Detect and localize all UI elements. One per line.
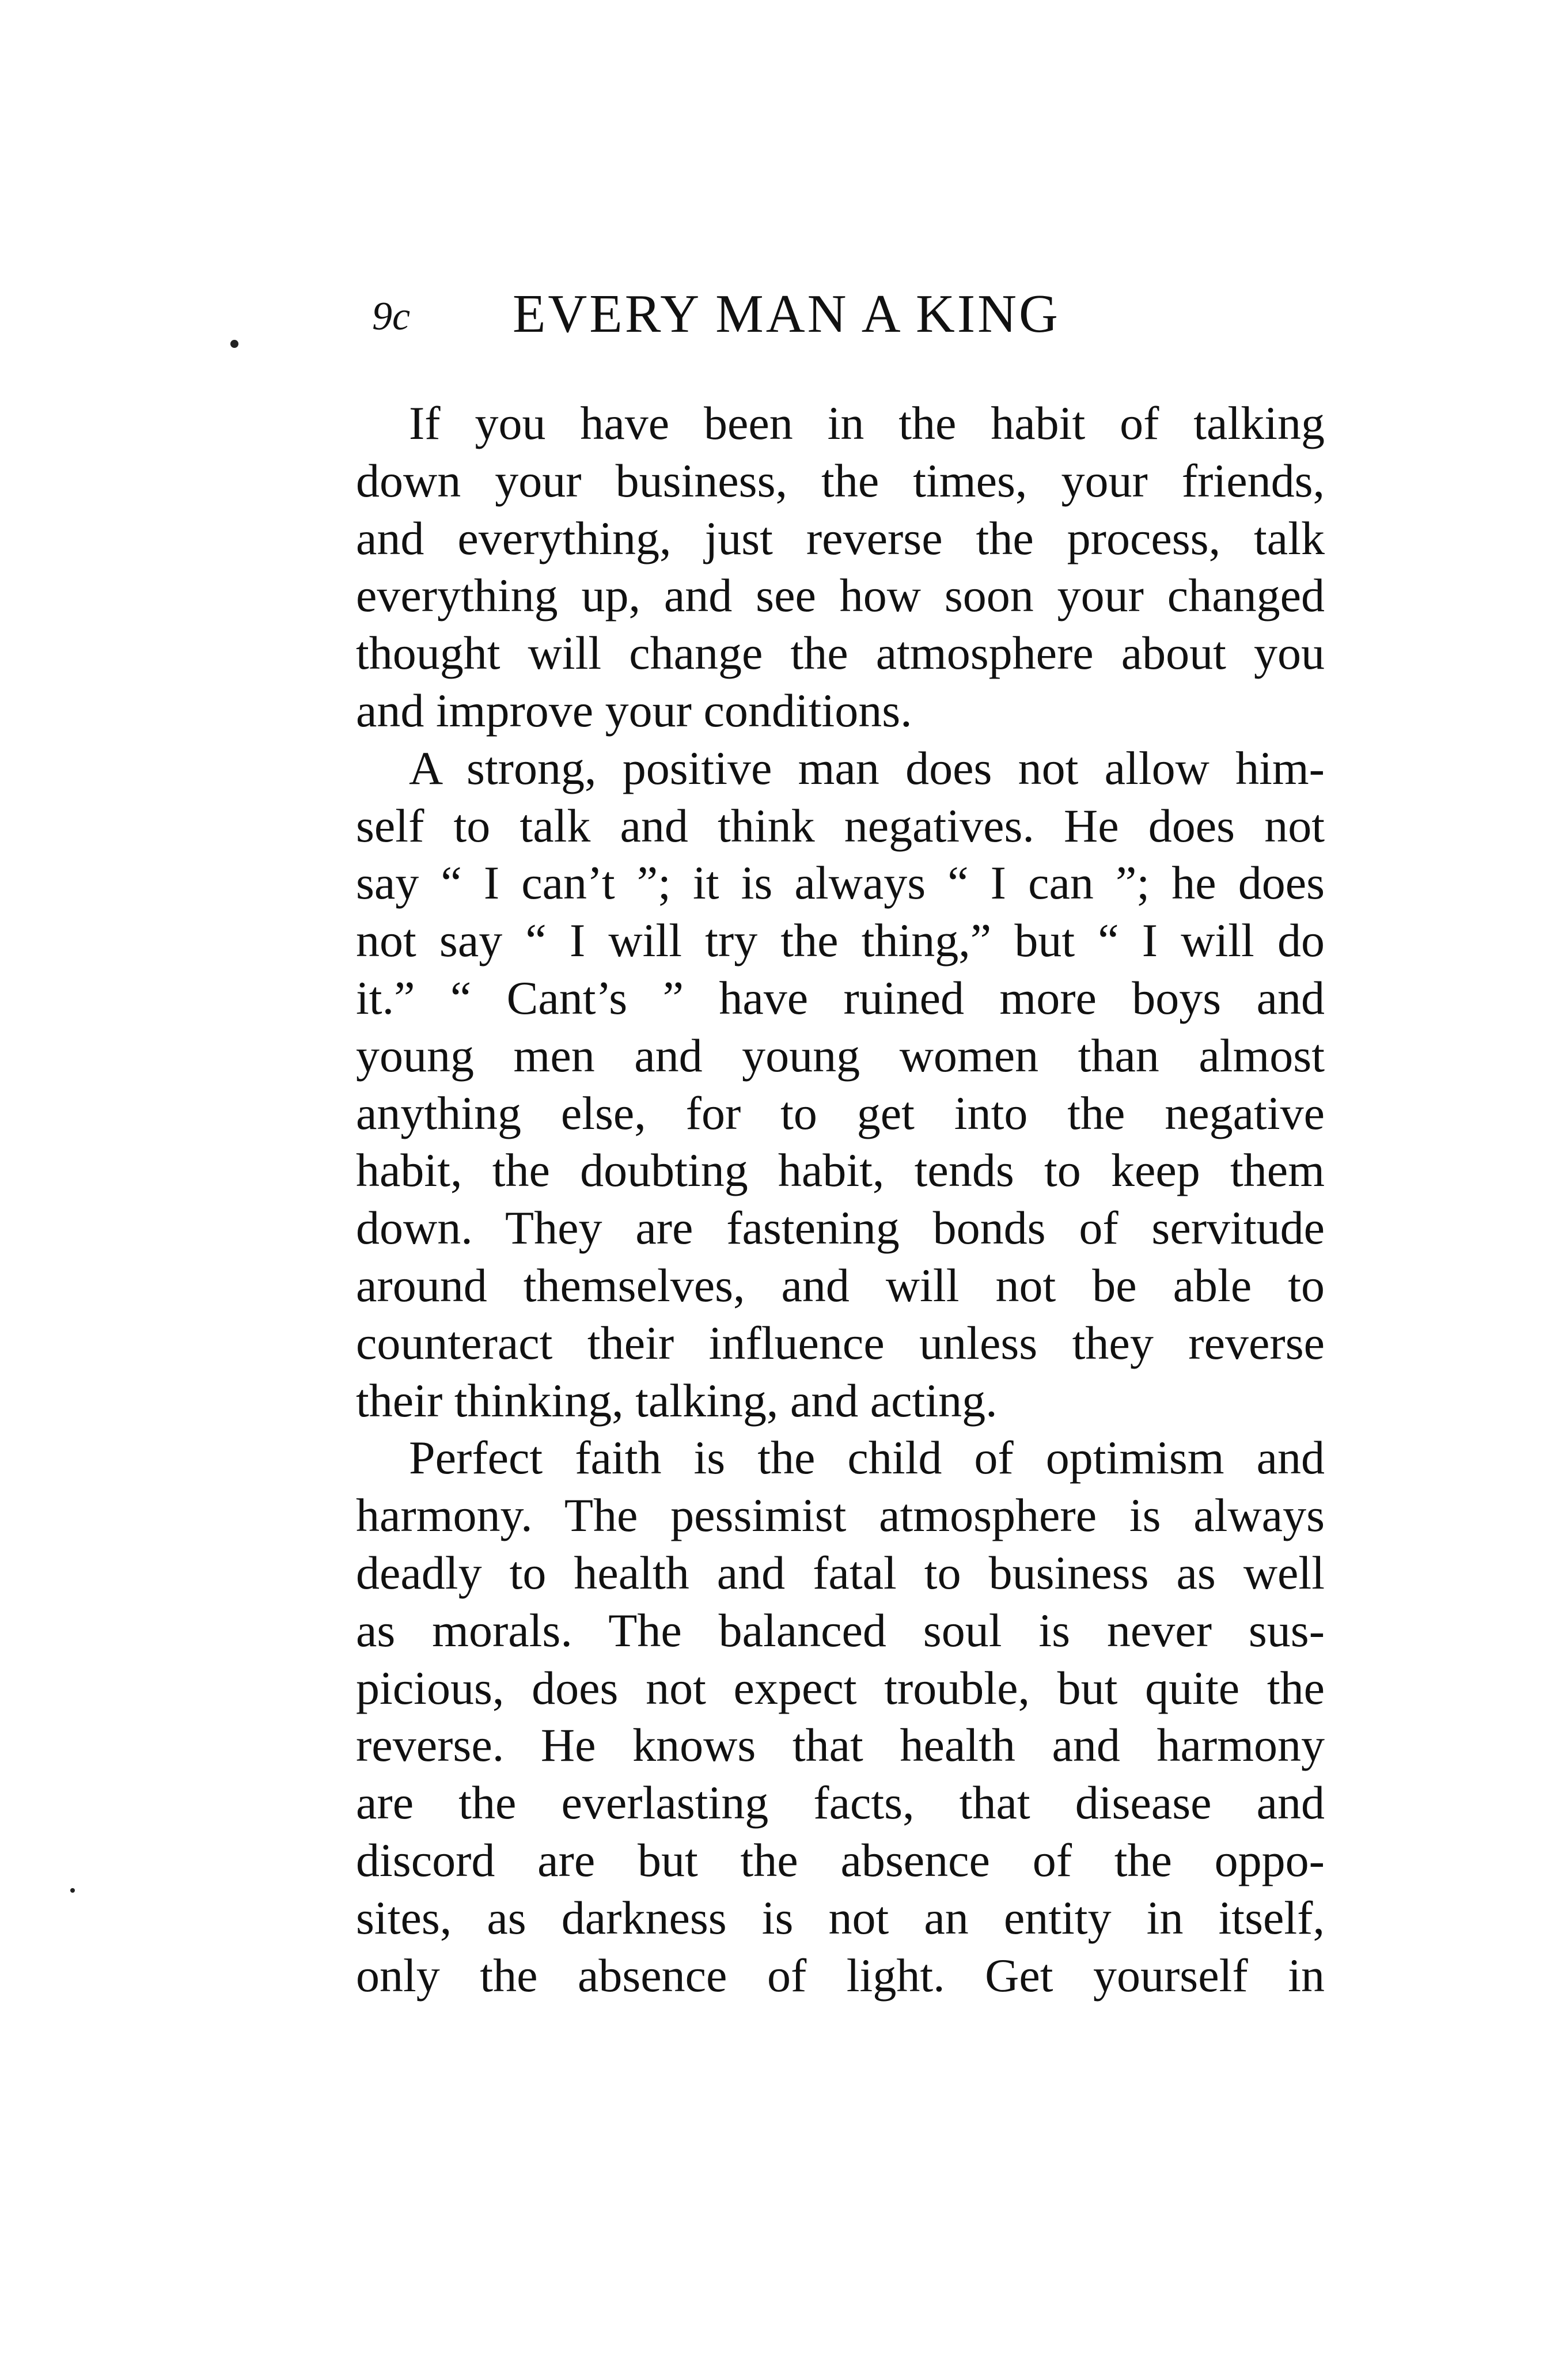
text-line: counteract their influence unless they reverse <box>356 1316 1325 1369</box>
text-line: self to talk and think negatives. He does not <box>356 799 1325 852</box>
text-line: harmony. The pessimist atmosphere is always <box>356 1489 1325 1542</box>
text-line: Perfect faith is the child of optimism and <box>409 1431 1325 1484</box>
text-line: their thinking, talking, and acting. <box>356 1374 998 1427</box>
text-line: and improve your conditions. <box>356 684 912 737</box>
text-line: young men and young women than almost <box>356 1029 1325 1082</box>
text-line: reverse. He knows that health and harmony <box>356 1719 1325 1772</box>
text-line: it.” “ Cant’s ” have ruined more boys and <box>356 971 1325 1024</box>
text-line: everything up, and see how soon your changed <box>356 569 1325 622</box>
ink-speck <box>70 1888 75 1893</box>
text-line: down. They are fastening bonds of servitude <box>356 1202 1325 1255</box>
body-text <box>356 395 1325 2004</box>
text-line: A strong, positive man does not allow him- <box>409 741 1325 794</box>
text-line: only the absence of light. Get yourself in <box>356 1949 1325 2002</box>
text-line: not say “ I will try the thing,” but “ I will do <box>356 914 1325 967</box>
text-line: down your business, the times, your friends, <box>356 454 1325 507</box>
text-line: habit, the doubting habit, tends to keep them <box>356 1144 1325 1197</box>
text-line: are the everlasting facts, that disease and <box>356 1776 1325 1829</box>
text-line: thought will change the atmosphere about you <box>356 627 1325 680</box>
text-line: If you have been in the habit of talking <box>409 397 1325 449</box>
text-line: anything else, for to get into the negative <box>356 1086 1325 1139</box>
running-head <box>346 276 1336 351</box>
text-line: as morals. The balanced soul is never sus- <box>356 1604 1325 1657</box>
text-line: say “ I can’t ”; it is always “ I can ”; he does <box>356 857 1325 909</box>
text-line: discord are but the absence of the oppo- <box>356 1833 1325 1886</box>
text-line: sites, as darkness is not an entity in itself, <box>356 1891 1325 1944</box>
ink-speck <box>230 340 238 348</box>
text-line: picious, does not expect trouble, but quite the <box>356 1661 1325 1714</box>
text-line: deadly to health and fatal to business as well <box>356 1546 1325 1599</box>
running-title: EVERY MAN A KING <box>513 284 1060 344</box>
page-number: 9c <box>372 294 411 339</box>
text-line: and everything, just reverse the process, talk <box>356 511 1325 564</box>
text-line: around themselves, and will not be able to <box>356 1259 1325 1312</box>
